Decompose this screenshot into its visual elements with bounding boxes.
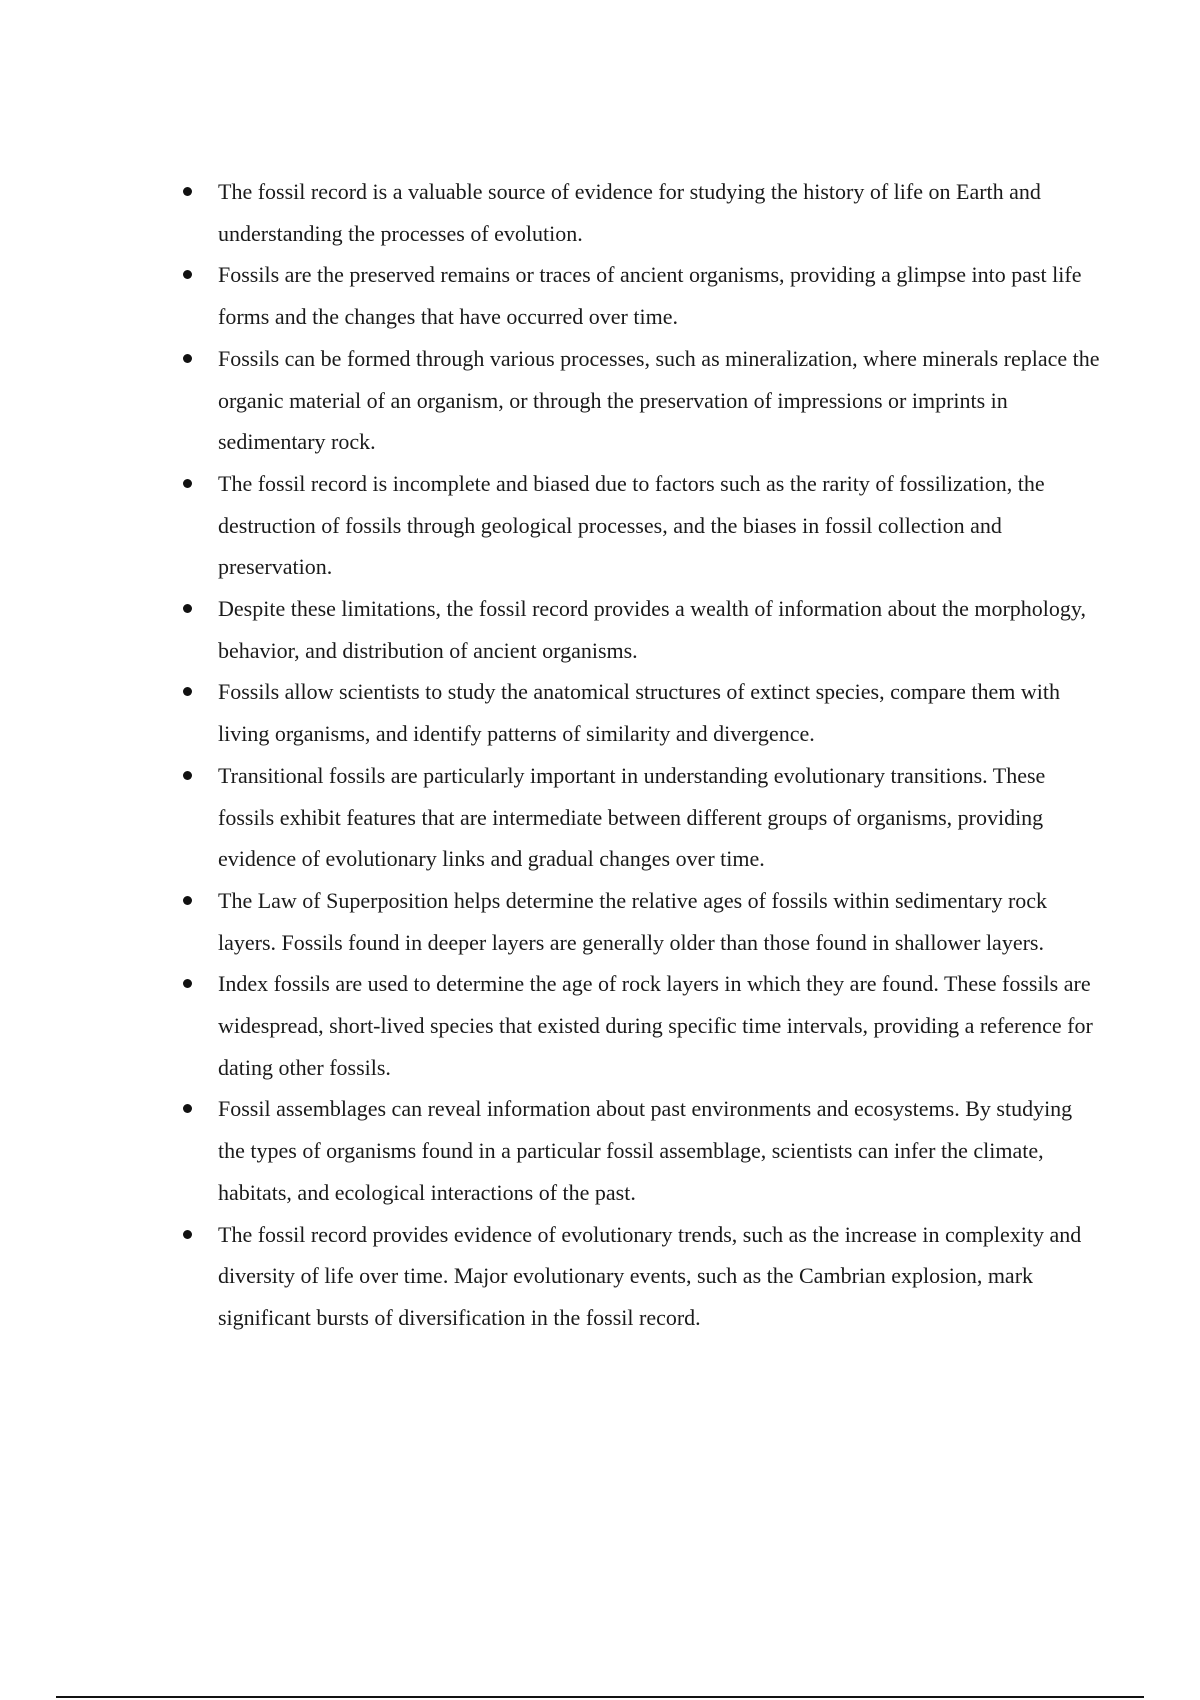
list-item-text: Fossil assemblages can reveal information about past environments and ecosystems. By studying the types of organisms found in a particular fossil assemblage, scientists can infer the climate, habitats, and ecological interactions of the past. xyxy=(218,1096,1073,1205)
list-item-text: The fossil record is incomplete and biased due to factors such as the rarity of fossilization, the destruction of fossils through geological processes, and the biases in fossil collection and preservation. xyxy=(218,470,1045,580)
bullet-icon xyxy=(183,354,192,363)
list-item-text: Fossils can be formed through various processes, such as mineralization, where minerals replace the organic material of an organism, or through the preservation of impressions or imprints in sedimentary rock. xyxy=(218,345,1100,455)
list-item-text: The fossil record provides evidence of evolutionary trends, such as the increase in complexity and diversity of life over time. Major evolutionary events, such as the Cambrian explosion, mark significant bursts of diversification in the fossil record. xyxy=(218,1221,1082,1330)
list-item-text: Fossils are the preserved remains or traces of ancient organisms, providing a glimpse into past life forms and the changes that have occurred over time. xyxy=(218,262,1082,330)
list-item xyxy=(180,963,1100,1088)
list-item-text: The fossil record is a valuable source of evidence for studying the history of life on Earth and understanding the processes of evolution. xyxy=(218,179,1041,246)
fossil-record-bullet-list xyxy=(180,171,1100,1339)
list-item-text: The Law of Superposition helps determine the relative ages of fossils within sedimentary rock layers. Fossils found in deeper layers are generally older than those found in shallower layers. xyxy=(218,887,1048,955)
list-item xyxy=(180,755,1100,880)
bullet-icon xyxy=(183,771,192,780)
bullet-icon xyxy=(183,270,192,279)
list-item xyxy=(180,588,1100,671)
bullet-icon xyxy=(183,979,192,988)
bullet-icon xyxy=(183,896,192,905)
list-item xyxy=(180,171,1100,254)
list-item xyxy=(180,463,1100,588)
bullet-icon xyxy=(183,1230,192,1239)
footer-divider xyxy=(56,1696,1144,1698)
list-item xyxy=(180,254,1100,337)
bullet-icon xyxy=(183,479,192,488)
list-item-text: Index fossils are used to determine the age of rock layers in which they are found. These fossils are widespread, short-lived species that existed during specific time intervals, providing a reference for dating other fossils. xyxy=(218,971,1093,1080)
bullet-icon xyxy=(183,1104,192,1113)
list-item xyxy=(180,671,1100,754)
list-item xyxy=(180,1214,1100,1339)
bullet-icon xyxy=(183,187,192,196)
bullet-icon xyxy=(183,604,192,613)
list-item xyxy=(180,1088,1100,1213)
list-item xyxy=(180,338,1100,463)
list-item xyxy=(180,880,1100,963)
bullet-icon xyxy=(183,687,192,696)
list-item-text: Despite these limitations, the fossil record provides a wealth of information about the morphology, behavior, and distribution of ancient organisms. xyxy=(218,596,1086,663)
list-item-text: Transitional fossils are particularly important in understanding evolutionary transitions. These fossils exhibit features that are intermediate between different groups of organisms, providing evidence of evolutionary links and gradual changes over time. xyxy=(218,762,1046,872)
list-item-text: Fossils allow scientists to study the anatomical structures of extinct species, compare them with living organisms, and identify patterns of similarity and divergence. xyxy=(218,679,1060,747)
